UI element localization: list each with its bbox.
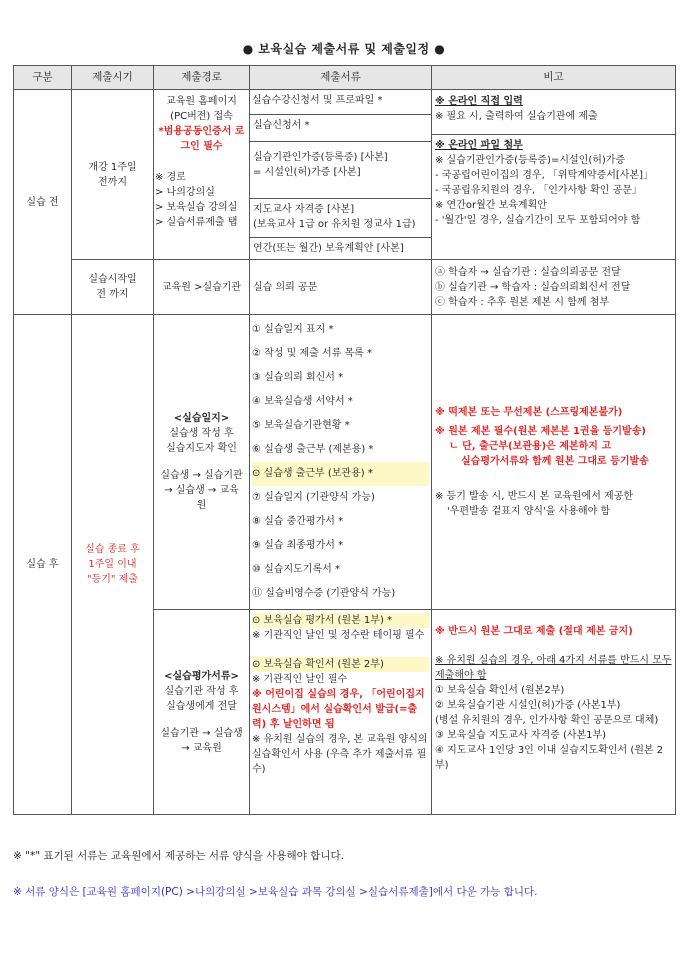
doc-item: ⑧ 실습 중간평가서 * <box>252 516 344 527</box>
remarks-cell: ※ 떡제본 또는 무선제본 (스프링제본불가) ※ 원본 제본 필수(원본 제본본 1권을 등기발송) ㄴ 단, 출근부(보관용)은 제본하지 고 실습평가서류와 함께 원본 그대로 등기발송 ※ 등기 발송 시, 반드시 본 교육원에서 제공한 '우편발송 겉표지 양식'을 사용해야 함 <box>432 315 676 610</box>
submission-table <box>13 65 676 815</box>
doc-item: ⑦ 실습일지 (기관양식 가능) <box>252 492 375 503</box>
doc-item: ② 작성 및 제출 서류 목록 * <box>252 348 372 359</box>
route-cell: <실습일지> 실습생 작성 후 실습지도자 확인 실습생 → 실습기관 → 실습생 → 교육 원 <box>154 315 250 610</box>
route-cell: 교육원 홈페이지 (PC버전) 접속 *범용공동인증서 로 그인 필수 ※ 경로 > 나의강의실 > 보육실습 강의실 > 실습서류제출 탭 <box>154 90 250 260</box>
timing-cell: 실습시작일 전 까지 <box>72 260 154 315</box>
documents-cell: 실습 의뢰 공문 <box>250 260 432 315</box>
doc-item: ④ 보육실습생 서약서 * <box>252 396 353 407</box>
doc-item: 연간(또는 월간) 보육계획안 [사본] <box>250 237 431 259</box>
header-documents: 제출서류 <box>250 66 432 90</box>
category-after: 실습 후 <box>14 315 72 815</box>
doc-item-highlight: ⊙ 보육실습 확인서 (원본 2부) <box>252 657 429 672</box>
doc-note: ※ 기관직인 날인 필수 <box>252 674 348 685</box>
doc-item: (보육교사 1급 or 유치원 정교사 1급) <box>253 219 416 230</box>
table-row <box>14 90 676 260</box>
doc-item: ⑤ 보육실습기관현황 * <box>252 420 350 431</box>
remarks-cell: ※ 반드시 원본 그대로 제출 (절대 제본 금지) ※ 유치원 실습의 경우, 아래 4가지 서류를 반드시 모두 제출해야 함 ① 보육실습 확인서 (원본2부) ② 보육실습기관 시설인(허)가증 (사본1부) (병설 유치원의 경우, 인가사항 확인 공문으로 대체) ③ 보육실습 지도교사 자격증 (사본1부) ④ 지도교사 1인당 3인 이내 실습지도확인서 (원본 2부) <box>432 610 676 815</box>
doc-item: 실습기관인가증(등록증) [사본] <box>253 152 388 163</box>
table-header-row <box>14 66 676 90</box>
route-cell: <실습평가서류> 실습기관 작성 후 실습생에게 전달 실습기관 → 실습생 → 교육원 <box>154 610 250 815</box>
table-row <box>14 315 676 610</box>
doc-item: = 시설인(허)가증 [사본] <box>253 167 361 178</box>
doc-note: ※ 유치원 실습의 경우, 본 교육원 양식의 실습확인서 사용 (우측 추가 제출서류 필수) <box>252 734 428 775</box>
doc-item: ① 실습일지 표지 * <box>252 324 334 335</box>
header-category: 구분 <box>14 66 72 90</box>
documents-cell <box>250 315 432 610</box>
timing-cell: 개강 1주일 전까지 <box>72 90 154 260</box>
header-remarks: 비고 <box>432 66 676 90</box>
doc-item: ③ 실습의뢰 회신서 * <box>252 372 344 383</box>
page-title: ● 보육실습 제출서류 및 제출일정 ● <box>242 42 446 56</box>
doc-item: ⑥ 실습생 출근부 (제본용) * <box>252 444 374 455</box>
route-cell: 교육원 >실습기관 <box>154 260 250 315</box>
footnote-download: ※ 서류 양식은 [교육원 홈페이지(PC) >나의강의실 >보육실습 과목 강의실 >실습서류제출]에서 다운 가능 합니다. <box>13 886 538 898</box>
doc-note: ※ 기관직인 날인 및 정수란 테이핑 필수 <box>252 630 425 641</box>
doc-item: ⑨ 실습 최종평가서 * <box>252 540 344 551</box>
documents-cell <box>250 610 432 815</box>
footnote-asterisk: ※ "*" 표기된 서류는 교육원에서 제공하는 서류 양식을 사용해야 합니다. <box>13 850 344 862</box>
remarks-cell: ※ 온라인 직접 입력 ※ 필요 시, 출력하여 실습기관에 제출 ※ 온라인 파일 첨부 ※ 실습기관인가증(등록증)=시설인(허)가증 - 국공립어린이집의 경우, 「위탁계약증서[사본]」 - 국공립유치원의 경우, 「인가사항 확인 공문」 ※ 연간or월간 보육계획안 - '월간'일 경우, 실습기간이 모두 포함되어야 함 <box>432 90 676 260</box>
category-before: 실습 전 <box>14 90 72 315</box>
header-route: 제출경로 <box>154 66 250 90</box>
doc-item: 지도교사 자격증 [사본] <box>253 204 355 215</box>
doc-item: ⑪ 실습비영수증 (기관양식 가능) <box>252 588 396 599</box>
documents-cell <box>250 90 432 260</box>
doc-item-highlight: ⊙ 실습생 출근부 (보관용) * <box>252 462 429 486</box>
doc-item: ⑩ 실습지도기록서 * <box>252 564 340 575</box>
timing-cell: 실습 종료 후 1주일 이내 "등기" 제출 <box>72 315 154 815</box>
remarks-cell: ⓐ 학습자 → 실습기관 : 실습의뢰공문 전달 ⓑ 실습기관 → 학습자 : 실습의뢰회신서 전달 ⓒ 학습자 : 추후 원본 제본 시 함께 첨부 <box>432 260 676 315</box>
doc-item: 실습수강신청서 및 프로파일 * <box>252 95 383 106</box>
doc-note: ※ 어린이집 실습의 경우, 「어린이집지원시스템」에서 실습확인서 발급(=출력) 후 날인하면 됨 <box>252 689 425 730</box>
doc-item: 실습신청서 * <box>250 114 431 141</box>
header-timing: 제출시기 <box>72 66 154 90</box>
table-row <box>14 260 676 315</box>
doc-item-highlight: ⊙ 보육실습 평가서 (원본 1부) * <box>252 613 429 628</box>
